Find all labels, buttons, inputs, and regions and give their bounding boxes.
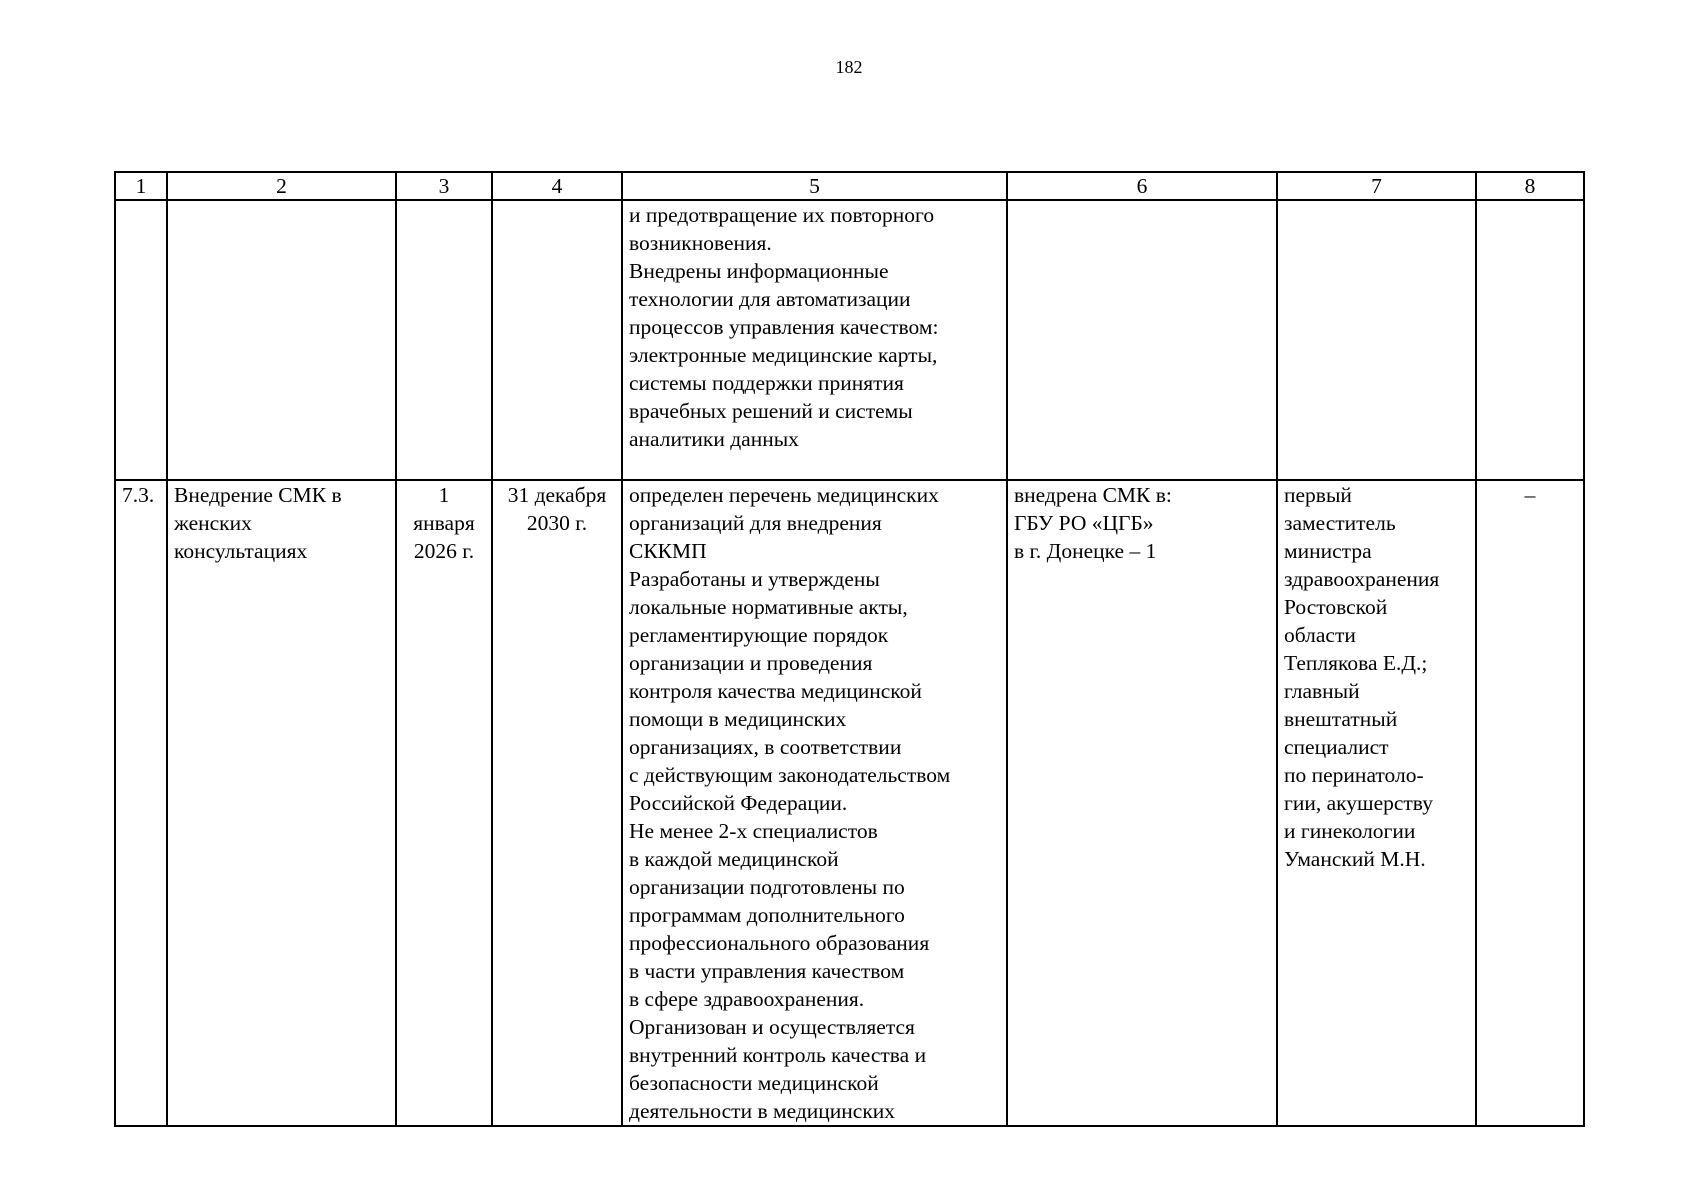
cell-number xyxy=(115,200,167,480)
cell-line: врачебных решений и системы xyxy=(629,399,913,423)
cell-line: определен перечень медицинских xyxy=(629,483,939,507)
cell-result xyxy=(622,480,1007,1126)
cell-note xyxy=(1476,480,1584,1126)
cell-responsible xyxy=(1277,480,1476,1126)
cell-line: организации подготовлены по xyxy=(629,875,905,899)
cell-line: женских xyxy=(174,511,252,535)
cell-line: организациях, в соответствии xyxy=(629,735,902,759)
header-row xyxy=(115,172,1584,200)
cell-line: возникновения. xyxy=(629,231,772,255)
cell-line: регламентирующие порядок xyxy=(629,623,889,647)
cell-line: здравоохранения xyxy=(1284,567,1440,591)
header-cell-1: 1 xyxy=(115,172,167,200)
cell-line: профессионального образования xyxy=(629,931,930,955)
cell-line: СККМП xyxy=(629,539,707,563)
cell-line: января xyxy=(413,511,475,535)
header-cell-2: 2 xyxy=(167,172,396,200)
cell-line: и гинекологии xyxy=(1284,819,1416,843)
cell-line: 2030 г. xyxy=(526,511,588,535)
cell-line: в части управления качеством xyxy=(629,959,905,983)
cell-line: 31 декабря xyxy=(507,483,607,507)
cell-line: безопасности медицинской xyxy=(629,1071,879,1095)
cell-line: внутренний контроль качества и xyxy=(629,1043,927,1067)
activity-plan-table xyxy=(114,171,1585,1127)
cell-line: заместитель xyxy=(1284,511,1396,535)
cell-line: министра xyxy=(1284,539,1372,563)
table-row xyxy=(115,480,1584,1126)
cell-line: технологии для автоматизации xyxy=(629,287,911,311)
cell-line: Внедрены информационные xyxy=(629,259,889,283)
cell-line: системы поддержки принятия xyxy=(629,371,904,395)
cell-line: области xyxy=(1284,623,1356,647)
cell-activity xyxy=(167,480,396,1126)
cell-line: с действующим законодательством xyxy=(629,763,951,787)
cell-line: внештатный xyxy=(1284,707,1398,731)
header-cell-6: 6 xyxy=(1007,172,1277,200)
cell-line: организаций для внедрения xyxy=(629,511,882,535)
table-row xyxy=(115,200,1584,480)
cell-line: в сфере здравоохранения. xyxy=(629,987,865,1011)
cell-line: специалист xyxy=(1284,735,1389,759)
cell-line: процессов управления качеством: xyxy=(629,315,939,339)
cell-line: в г. Донецке – 1 xyxy=(1014,539,1157,563)
header-cell-7: 7 xyxy=(1277,172,1476,200)
header-cell-8: 8 xyxy=(1476,172,1584,200)
cell-line: помощи в медицинских xyxy=(629,707,847,731)
cell-line: контроля качества медицинской xyxy=(629,679,922,703)
cell-line: Организован и осуществляется xyxy=(629,1015,915,1039)
cell-line: первый xyxy=(1284,483,1352,507)
cell-end-date xyxy=(492,480,622,1126)
cell-line: локальные нормативные акты, xyxy=(629,595,908,619)
cell-note xyxy=(1476,200,1584,480)
cell-end-date xyxy=(492,200,622,480)
cell-line: Российской Федерации. xyxy=(629,791,848,815)
cell-line: – xyxy=(1524,483,1536,507)
cell-line: деятельности в медицинских xyxy=(629,1099,896,1123)
cell-line: главный xyxy=(1284,679,1360,703)
cell-line: и предотвращение их повторного xyxy=(629,203,935,227)
cell-line: 7.3. xyxy=(122,483,155,507)
cell-number xyxy=(115,480,167,1126)
cell-line: Ростовской xyxy=(1284,595,1388,619)
header-cell-5: 5 xyxy=(622,172,1007,200)
cell-line: в каждой медицинской xyxy=(629,847,839,871)
cell-line: внедрена СМК в: xyxy=(1014,483,1172,507)
cell-line: организации и проведения xyxy=(629,651,873,675)
page-number: 182 xyxy=(835,57,863,77)
cell-start-date xyxy=(396,200,492,480)
cell-line: по перинатоло- xyxy=(1284,763,1424,787)
cell-line: ГБУ РО «ЦГБ» xyxy=(1014,511,1154,535)
cell-line: электронные медицинские карты, xyxy=(629,343,938,367)
header-cell-3: 3 xyxy=(396,172,492,200)
cell-line: Внедрение СМК в xyxy=(174,483,342,507)
cell-responsible xyxy=(1277,200,1476,480)
cell-line: Не менее 2-х специалистов xyxy=(629,819,878,843)
cell-line: гии, акушерству xyxy=(1284,791,1433,815)
cell-activity xyxy=(167,200,396,480)
cell-result xyxy=(622,200,1007,480)
cell-start-date xyxy=(396,480,492,1126)
cell-line: 1 xyxy=(438,483,450,507)
cell-line: Разработаны и утверждены xyxy=(629,567,880,591)
cell-line: Уманский М.Н. xyxy=(1284,847,1426,871)
cell-line: консультациях xyxy=(174,539,308,563)
cell-line: программам дополнительного xyxy=(629,903,905,927)
header-cell-4: 4 xyxy=(492,172,622,200)
cell-indicator xyxy=(1007,480,1277,1126)
cell-indicator xyxy=(1007,200,1277,480)
cell-line: Теплякова Е.Д.; xyxy=(1284,651,1428,675)
cell-line: аналитики данных xyxy=(629,427,799,451)
cell-line: 2026 г. xyxy=(413,539,475,563)
